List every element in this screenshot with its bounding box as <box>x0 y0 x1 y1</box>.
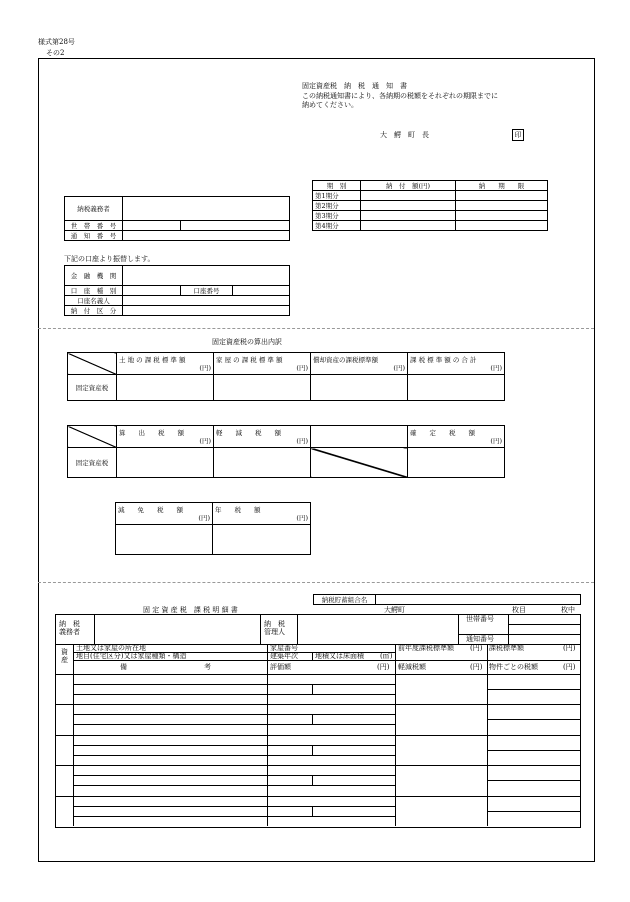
item-tax-unit: (円) <box>563 663 576 671</box>
row-label-fixed-asset-tax: 固定資産税 <box>68 448 117 478</box>
item-row-line <box>73 806 395 807</box>
value-cell[interactable] <box>214 375 311 401</box>
due-cell[interactable] <box>456 201 548 211</box>
item-row-line <box>73 684 395 685</box>
final-tax-header: 確 定 税 額 (円) <box>408 426 505 448</box>
depreciable-std-header: 償却資産の課税標準額 (円) <box>311 353 408 375</box>
land-std-header: 土 地 の 課 税 標 準 額 (円) <box>117 353 214 375</box>
holder-label: 口座名義人 <box>65 296 123 306</box>
amount-cell[interactable] <box>361 191 456 201</box>
diagonal-cell <box>68 426 117 448</box>
note-header: 備 考 <box>120 663 211 671</box>
item-col-split <box>312 806 313 816</box>
bank-note: 下記の口座より振替します。 <box>64 255 155 263</box>
prev-std-header: 前年度課税標準額 <box>398 644 454 652</box>
diagonal-cell <box>68 353 117 375</box>
detail-town: 大鰐町 <box>384 606 405 614</box>
taxpayer-table <box>64 196 290 241</box>
asset-label: 資 産 <box>61 648 68 664</box>
amount-cell[interactable] <box>361 211 456 221</box>
notice-no-field[interactable] <box>123 231 290 241</box>
item-group-divider <box>55 796 580 797</box>
notice-text-1: この納税通知書により、各納期の税額をそれぞれの期限までに <box>302 92 498 100</box>
breakdown-table-2 <box>67 425 505 478</box>
holder-field[interactable] <box>123 296 290 306</box>
value-cell[interactable] <box>117 375 214 401</box>
annual-tax-header: 年 税 額 (円) <box>213 503 311 525</box>
item-col-split <box>312 745 313 755</box>
item-tax-line <box>487 689 580 690</box>
std-header: 課税標準額 <box>489 644 524 652</box>
location-header: 土地又は家屋の所在地 <box>76 644 146 652</box>
value-cell[interactable] <box>116 525 213 555</box>
item-col-split <box>312 714 313 724</box>
due-cell[interactable] <box>456 191 548 201</box>
item-tax-line <box>487 780 580 781</box>
due-cell[interactable] <box>456 221 548 231</box>
item-row-line <box>73 816 395 817</box>
period-1: 第1期分 <box>313 191 361 201</box>
breakdown-title: 固定資産税の算出内訳 <box>212 338 282 346</box>
row-label-fixed-asset-tax: 固定資産税 <box>68 375 117 401</box>
period-2: 第2期分 <box>313 201 361 211</box>
fold-line-2 <box>38 582 594 583</box>
issuer-name: 大 鰐 町 長 <box>380 131 429 139</box>
household-no-label: 世 帯 番 号 <box>65 221 123 231</box>
payment-class-field[interactable] <box>123 306 290 316</box>
breakdown-table-3 <box>115 502 311 555</box>
item-tax-line <box>487 750 580 751</box>
institution-field[interactable] <box>123 266 290 286</box>
reduce-unit: (円) <box>470 663 483 671</box>
amount-cell[interactable] <box>361 221 456 231</box>
item-tax-line <box>487 811 580 812</box>
eval-header: 評価額 <box>270 663 291 671</box>
notice-text-2: 納めてください。 <box>302 101 358 109</box>
bank-table <box>64 265 290 316</box>
payment-period-table <box>312 180 548 231</box>
item-col-split <box>312 684 313 694</box>
due-header: 納 期 限 <box>456 181 548 191</box>
item-tax-header: 物件ごとの税額 <box>489 663 538 671</box>
item-col-split <box>312 775 313 785</box>
period-4: 第4期分 <box>313 221 361 231</box>
item-row-line <box>73 785 395 786</box>
value-cell[interactable] <box>408 375 505 401</box>
amount-header: 納 付 額(円) <box>361 181 456 191</box>
prev-std-unit: (円) <box>470 644 483 652</box>
household-no-field-2[interactable] <box>181 221 290 231</box>
item-group-divider <box>55 704 580 705</box>
account-type-field[interactable] <box>123 286 181 296</box>
due-cell[interactable] <box>456 211 548 221</box>
breakdown-table-1 <box>67 352 505 401</box>
reduce-header: 軽減税額 <box>398 663 426 671</box>
empty-header <box>311 426 408 448</box>
account-type-label: 口 座 種 別 <box>65 286 123 296</box>
taxpayer-name-field[interactable] <box>123 197 290 221</box>
eval-unit: (円) <box>377 663 390 671</box>
area-header: 地積又は床面積 <box>315 652 364 660</box>
institution-label: 金 融 機 関 <box>65 266 123 286</box>
value-cell[interactable] <box>117 448 214 478</box>
calc-tax-header: 算 出 税 額 (円) <box>117 426 214 448</box>
item-row-line <box>73 755 395 756</box>
union-field[interactable] <box>376 595 581 605</box>
total-std-header: 課 税 標 準 額 の 合 計 (円) <box>408 353 505 375</box>
detail-pages: 枚目 枚中 <box>512 606 575 614</box>
form-sub-number: その2 <box>46 49 65 57</box>
detail-manager-label: 納 税 管理人 <box>264 620 285 636</box>
detail-title: 固 定 資 産 税 課 税 明 細 書 <box>143 606 238 614</box>
period-header: 期 別 <box>313 181 361 191</box>
notice-no-label: 通 知 番 号 <box>65 231 123 241</box>
value-cell[interactable] <box>214 448 311 478</box>
item-row-line <box>73 714 395 715</box>
category-header: 地目(住宅区分)又は家屋種類・構造 <box>76 652 187 660</box>
household-no-field[interactable] <box>123 221 181 231</box>
period-3: 第3期分 <box>313 211 361 221</box>
amount-cell[interactable] <box>361 201 456 211</box>
taxpayer-label: 納税義務者 <box>65 197 123 221</box>
form-number: 様式第28号 <box>38 38 75 46</box>
value-cell[interactable] <box>213 525 311 555</box>
exempt-tax-header: 減 免 税 額 (円) <box>116 503 213 525</box>
official-seal <box>512 129 524 141</box>
crossed-cell <box>311 448 408 478</box>
notice-title: 固定資産税 納 税 通 知 書 <box>302 82 407 90</box>
payment-class-label: 納 付 区 分 <box>65 306 123 316</box>
house-std-header: 家 屋 の 課 税 標 準 額 (円) <box>214 353 311 375</box>
house-no-header: 家屋番号 <box>270 644 298 652</box>
reduced-tax-header: 軽 減 税 額 (円) <box>214 426 311 448</box>
account-no-field[interactable] <box>233 286 290 296</box>
std-unit: (円) <box>563 644 576 652</box>
item-tax-line <box>487 719 580 720</box>
seal-text: 印 <box>514 131 522 139</box>
item-row-line <box>73 694 395 695</box>
fold-line-1 <box>38 328 594 329</box>
detail-taxpayer-label: 納 税 義務者 <box>59 620 80 636</box>
union-box <box>313 594 581 605</box>
detail-household-no: 世帯番号 <box>466 615 494 623</box>
item-row-line <box>73 724 395 725</box>
detail-notice-no: 通知番号 <box>466 635 494 643</box>
item-group-divider <box>55 765 580 766</box>
item-row-line <box>73 745 395 746</box>
item-group-divider <box>55 735 580 736</box>
value-cell[interactable] <box>408 448 505 478</box>
area-unit: (㎡) <box>380 652 393 660</box>
union-label: 納税貯蓄組合名 <box>314 595 376 605</box>
value-cell[interactable] <box>311 375 408 401</box>
account-no-label: 口座番号 <box>181 286 233 296</box>
item-row-line <box>73 775 395 776</box>
build-year-header: 建築年次 <box>270 652 298 660</box>
